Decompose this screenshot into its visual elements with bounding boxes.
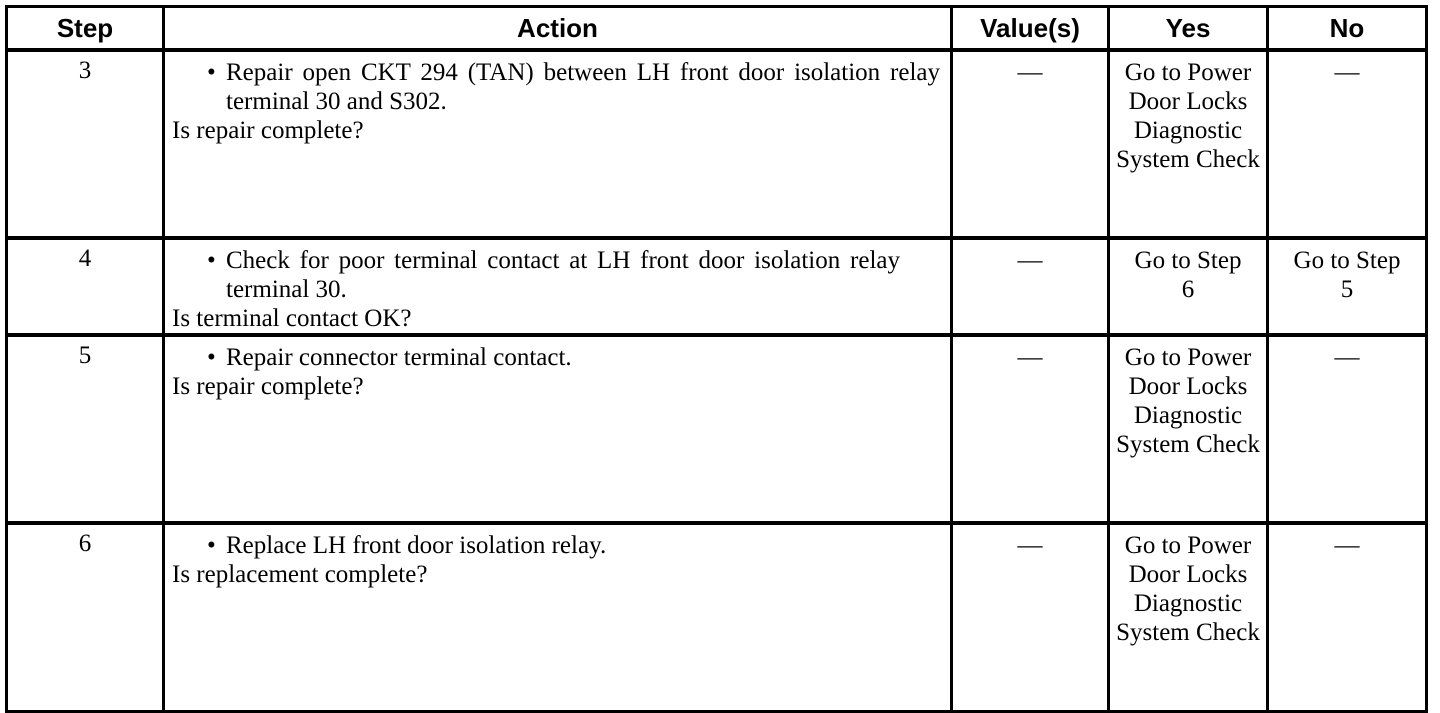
step-number: 5: [7, 335, 164, 523]
values-cell: —: [952, 335, 1109, 523]
values-cell: —: [952, 523, 1109, 711]
step-number: 4: [7, 238, 164, 335]
action-bullet: [172, 246, 940, 304]
action-text: Repair open CKT 294 (TAN) between LH front door isolation relay terminal 30 and S302.: [226, 59, 940, 115]
table-row: [7, 523, 1427, 711]
action-cell: [164, 50, 952, 238]
action-text: Check for poor terminal contact at LH front door isolation relay terminal 30.: [226, 247, 900, 303]
header-action: Action: [164, 7, 952, 51]
step-number: 3: [7, 50, 164, 238]
action-bullet: [172, 531, 940, 560]
diagnostic-table: [5, 5, 1428, 713]
no-cell: —: [1268, 335, 1427, 523]
action-cell: [164, 335, 952, 523]
no-cell: Go to Step 5: [1268, 238, 1427, 335]
no-cell: —: [1268, 523, 1427, 711]
bullet-icon: •: [207, 532, 216, 559]
values-cell: —: [952, 50, 1109, 238]
action-question: Is terminal contact OK?: [172, 305, 412, 332]
action-bullet: [172, 58, 940, 116]
values-cell: —: [952, 238, 1109, 335]
yes-cell: Go to Step 6: [1109, 238, 1268, 335]
table-row: [7, 50, 1427, 238]
step-number: 6: [7, 523, 164, 711]
bullet-icon: •: [207, 59, 216, 86]
action-text: Replace LH front door isolation relay.: [226, 532, 607, 559]
header-values: Value(s): [952, 7, 1109, 51]
table-row: [7, 238, 1427, 335]
action-cell: [164, 523, 952, 711]
header-step: Step: [7, 7, 164, 51]
action-bullet: [172, 343, 940, 372]
action-question: Is repair complete?: [172, 373, 364, 400]
header-row: [7, 7, 1427, 51]
no-cell: —: [1268, 50, 1427, 238]
action-question: Is replacement complete?: [172, 561, 428, 588]
action-cell: [164, 238, 952, 335]
header-yes: Yes: [1109, 7, 1268, 51]
action-question: Is repair complete?: [172, 117, 364, 144]
yes-cell: Go to Power Door Locks Diagnostic System Check: [1109, 50, 1268, 238]
bullet-icon: •: [207, 344, 216, 371]
yes-cell: Go to Power Door Locks Diagnostic System Check: [1109, 523, 1268, 711]
table-row: [7, 335, 1427, 523]
header-no: No: [1268, 7, 1427, 51]
yes-cell: Go to Power Door Locks Diagnostic System Check: [1109, 335, 1268, 523]
action-text: Repair connector terminal contact.: [226, 344, 572, 371]
bullet-icon: •: [207, 247, 216, 274]
